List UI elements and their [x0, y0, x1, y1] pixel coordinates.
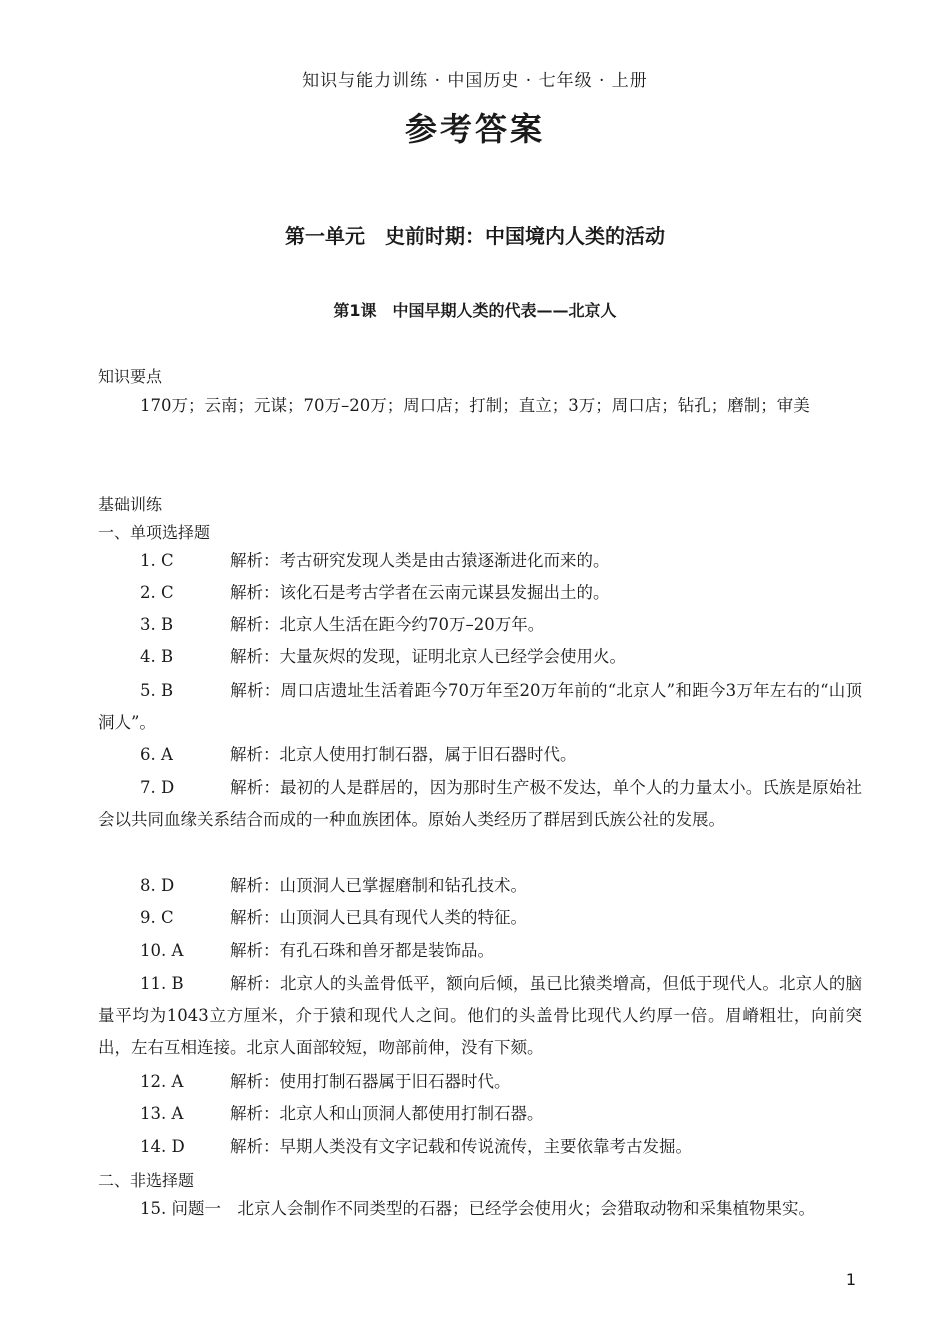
question-item: [98, 1131, 862, 1163]
question-answer: 9. C: [140, 908, 174, 927]
book-header: 知识与能力训练 · 中国历史 · 七年级 · 上册: [302, 71, 648, 91]
question-item: [98, 609, 862, 641]
basic-training-heading: 基础训练: [98, 495, 163, 514]
question-explanation: 解析：大量灰烬的发现，证明北京人已经学会使用火。: [230, 647, 626, 666]
question-item: [98, 739, 862, 771]
question-answer: 5. B: [140, 681, 174, 700]
question-answer: 6. A: [140, 745, 173, 764]
lesson-title: 第1课 中国早期人类的代表——北京人: [333, 301, 617, 320]
question-explanation: 解析：有孔石珠和兽牙都是装饰品。: [230, 941, 494, 960]
question-item: [98, 935, 862, 967]
question-answer: 2. C: [140, 583, 174, 602]
question-explanation: 解析：北京人和山顶洞人都使用打制石器。: [230, 1104, 544, 1123]
question-answer: 4. B: [140, 647, 174, 666]
question-item: [98, 1098, 862, 1130]
question-answer: 3. B: [140, 615, 174, 634]
question-answer: 11. B: [140, 974, 184, 993]
question-answer: 12. A: [140, 1072, 184, 1091]
question-explanation: 解析：北京人的头盖骨低平，额向后倾，虽已比猿类增高，但低于现代人。北京人的脑量平均为1043立方厘米，介于猿和现代人之间。他们的头盖骨比现代人约厚一倍。眉嵴粗壮，向前突出，左右互相连接。北京人面部较短，吻部前伸，没有下颏。: [98, 974, 862, 1057]
page-title: 参考答案: [404, 110, 545, 148]
question-item: [98, 902, 862, 934]
question-explanation: 解析：考古研究发现人类是由古猿逐渐进化而来的。: [230, 551, 610, 570]
question-item: [98, 577, 862, 609]
question-explanation: 解析：该化石是考古学者在云南元谋县发掘出土的。: [230, 583, 610, 602]
question-explanation: 解析：北京人生活在距今约70万–20万年。: [230, 615, 545, 634]
question-explanation: 解析：使用打制石器属于旧石器时代。: [230, 1072, 511, 1091]
question-answer: 14. D: [140, 1137, 185, 1156]
question-explanation: 解析：山顶洞人已掌握磨制和钻孔技术。: [230, 876, 527, 895]
question-item: [98, 641, 862, 673]
question-item: [98, 675, 862, 739]
question-explanation: 解析：周口店遗址生活着距今70万年至20万年前的“北京人”和距今3万年左右的“山顶洞人”。: [98, 681, 862, 732]
knowledge-heading: 知识要点: [98, 367, 163, 386]
question-item: [98, 968, 862, 1064]
question-answer: 8. D: [140, 876, 175, 895]
knowledge-text: 170万；云南；元谋；70万–20万；周口店；打制；直立；3万；周口店；钻孔；磨制；审美: [140, 396, 810, 415]
unit-title: 第一单元 史前时期：中国境内人类的活动: [285, 224, 665, 248]
question-15-text: 15. 问题一 北京人会制作不同类型的石器；已经学会使用火；会猎取动物和采集植物果实。: [140, 1199, 815, 1218]
question-explanation: 解析：北京人使用打制石器，属于旧石器时代。: [230, 745, 577, 764]
question-explanation: 解析：山顶洞人已具有现代人类的特征。: [230, 908, 527, 927]
section2-heading: 二、非选择题: [98, 1171, 195, 1190]
question-answer: 1. C: [140, 551, 174, 570]
question-item: [98, 545, 862, 577]
page-number: 1: [845, 1270, 856, 1289]
question-item: [98, 772, 862, 836]
question-explanation: 解析：最初的人是群居的，因为那时生产极不发达，单个人的力量太小。氏族是原始社会以共同血缘关系结合而成的一种血族团体。原始人类经历了群居到氏族公社的发展。: [98, 778, 862, 829]
question-answer: 13. A: [140, 1104, 184, 1123]
question-explanation: 解析：早期人类没有文字记载和传说流传，主要依靠考古发掘。: [230, 1137, 692, 1156]
question-item: [98, 1066, 862, 1098]
section1-heading: 一、单项选择题: [98, 523, 211, 542]
question-answer: 10. A: [140, 941, 184, 960]
question-item: [98, 870, 862, 902]
question-answer: 7. D: [140, 778, 175, 797]
